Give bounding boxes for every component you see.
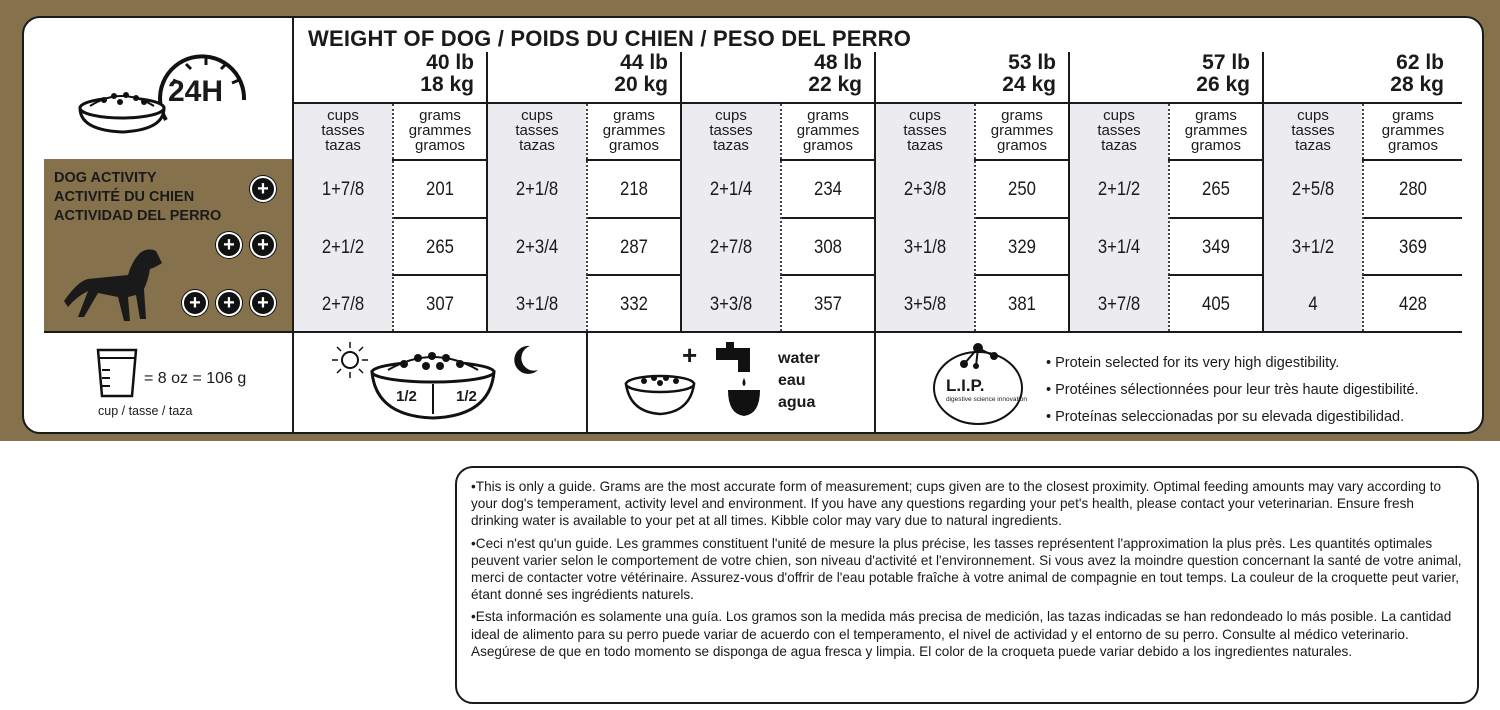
grams-cell: 428 bbox=[1399, 294, 1427, 315]
weight-col-2: 44 lb 20 kg bbox=[614, 51, 668, 96]
weight-col-3: 48 lb 22 kg bbox=[808, 51, 862, 96]
grams-cell: 357 bbox=[814, 294, 842, 315]
food-bowl-icon bbox=[622, 368, 698, 416]
unit-grams: grams grammes gramos bbox=[796, 107, 860, 154]
guide-disclaimer bbox=[455, 466, 1479, 704]
divider bbox=[874, 331, 876, 432]
unit-grams: grams grammes gramos bbox=[1184, 107, 1248, 154]
plus-icon: + bbox=[182, 290, 208, 316]
dog-activity-panel bbox=[44, 159, 292, 331]
grams-cell: 329 bbox=[1008, 237, 1036, 258]
bowl-24h-icon bbox=[74, 48, 254, 138]
water-label: water eau agua bbox=[778, 350, 820, 411]
grams-cell: 287 bbox=[620, 237, 648, 258]
cup-label: cup / tasse / taza bbox=[98, 404, 193, 418]
split-bowl-icon bbox=[368, 348, 498, 420]
lip-tagline: digestive science innovation bbox=[946, 396, 1027, 403]
grams-cell: 265 bbox=[426, 237, 454, 258]
half-right: 1/2 bbox=[456, 388, 477, 405]
plus-icon: + bbox=[216, 290, 242, 316]
grams-cell: 308 bbox=[814, 237, 842, 258]
cups-cell: 2+5/8 bbox=[1291, 179, 1335, 200]
unit-grams: grams grammes gramos bbox=[602, 107, 666, 154]
cups-cell: 3+5/8 bbox=[903, 294, 947, 315]
grams-cell: 307 bbox=[426, 294, 454, 315]
divider bbox=[44, 331, 1462, 333]
cups-cell: 2+1/4 bbox=[709, 179, 753, 200]
grams-cell: 332 bbox=[620, 294, 648, 315]
grams-cell: 201 bbox=[426, 179, 454, 200]
weight-col-6: 62 lb 28 kg bbox=[1390, 51, 1444, 96]
note-fr: •Ceci n'est qu'un guide. Les grammes constituent l'unité de mesure la plus précise, les tasses représentent l'approximation la plus près. Les quantités optimales peuvent varier selon le comportement de votre chien, son niveau d'activité et l'environnement. Si vous avez la moindre question concernant la santé de votre animal, merci de contacter votre vétérinaire. Assurez-vous d'offrir de l'eau potable fraîche à votre animal de compagnie en tout temps. La couleur de la croquette peut varier, étant donné ses ingrédients naturels. bbox=[471, 535, 1462, 603]
grams-cell: 280 bbox=[1399, 179, 1427, 200]
grams-cell: 349 bbox=[1202, 237, 1230, 258]
cups-cell: 3+7/8 bbox=[1097, 294, 1141, 315]
cups-cell: 3+1/8 bbox=[515, 294, 559, 315]
unit-cups: cups tasses tazas bbox=[515, 107, 559, 154]
plus-icon: + bbox=[216, 232, 242, 258]
plus-sign: + bbox=[682, 340, 698, 370]
cups-cell: 1+7/8 bbox=[321, 179, 365, 200]
cups-cell: 2+1/2 bbox=[321, 237, 365, 258]
moon-icon bbox=[512, 344, 540, 376]
half-left: 1/2 bbox=[396, 388, 417, 405]
lip-logo-text: L.I.P. bbox=[946, 376, 985, 395]
unit-cups: cups tasses tazas bbox=[709, 107, 753, 154]
grams-cell: 405 bbox=[1202, 294, 1230, 315]
weight-header-title: WEIGHT OF DOG / POIDS DU CHIEN / PESO DEL PERRO bbox=[308, 26, 912, 51]
note-en: •This is only a guide. Grams are the most accurate form of measurement; cups given are to the closest proximity. Optimal feeding amounts may vary according to your dog's temperament, activity level and environment. If you have any questions regarding your pet's health, please contact your veterinarian. Ensure fresh drinking water is available to your pet at all times. Kibble color may vary due to natural ingredients. bbox=[471, 479, 1442, 529]
grams-cell: 265 bbox=[1202, 179, 1230, 200]
grams-cell: 234 bbox=[814, 179, 842, 200]
water-tap-icon bbox=[712, 340, 770, 420]
cups-cell: 3+1/4 bbox=[1097, 237, 1141, 258]
unit-cups: cups tasses tazas bbox=[321, 107, 365, 154]
unit-cups: cups tasses tazas bbox=[1097, 107, 1141, 154]
plus-icon: + bbox=[250, 176, 276, 202]
cups-cell: 2+1/2 bbox=[1097, 179, 1141, 200]
unit-grams: grams grammes gramos bbox=[408, 107, 472, 154]
activity-label: DOG ACTIVITY ACTIVITÉ DU CHIEN ACTIVIDAD DEL PERRO bbox=[54, 170, 222, 224]
cups-cell: 2+7/8 bbox=[321, 294, 365, 315]
weight-col-5: 57 lb 26 kg bbox=[1196, 51, 1250, 96]
cups-cell: 3+1/2 bbox=[1291, 237, 1335, 258]
note-es: •Esta información es solamente una guía. Los gramos son la medida más precisa de medición, las tazas indicadas se han redondeado lo más posible. La cantidad ideal de alimento para su perro puede variar de acuerdo con el temperamento, el nivel de actividad y el entorno de su perro. Consulte al médico veterinario. Asegúrese de que en todo momento se disponga de agua fresca y limpia. El color de la croqueta puede variar debido a los ingredientes naturales. bbox=[471, 609, 1452, 659]
lip-bullets: • Protein selected for its very high digestibility. • Protéines sélectionnées pour leur très haute digestibilité. • Proteínas seleccionadas por su elevada digestibilidad. bbox=[1046, 355, 1419, 425]
cups-cell: 2+7/8 bbox=[709, 237, 753, 258]
cups-cell: 4 bbox=[1308, 294, 1318, 315]
weight-col-1: 40 lb 18 kg bbox=[420, 51, 474, 96]
weight-col-4: 53 lb 24 kg bbox=[1002, 51, 1056, 96]
grams-cell: 381 bbox=[1008, 294, 1036, 315]
grams-cell: 250 bbox=[1008, 179, 1036, 200]
unit-grams: grams grammes gramos bbox=[990, 107, 1054, 154]
cup-equivalence: = 8 oz = 106 g bbox=[144, 370, 247, 387]
cups-cell: 3+3/8 bbox=[709, 294, 753, 315]
plus-icon: + bbox=[250, 232, 276, 258]
cups-cell: 2+1/8 bbox=[515, 179, 559, 200]
divider bbox=[586, 331, 588, 432]
grams-cell: 369 bbox=[1399, 237, 1427, 258]
badge-24h: 24H bbox=[168, 75, 224, 108]
sun-icon bbox=[330, 340, 370, 380]
unit-grams: grams grammes gramos bbox=[1381, 107, 1445, 154]
cups-cell: 2+3/4 bbox=[515, 237, 559, 258]
plus-icon: + bbox=[250, 290, 276, 316]
cup-icon bbox=[94, 346, 140, 400]
cups-cell: 3+1/8 bbox=[903, 237, 947, 258]
dog-silhouette-icon bbox=[58, 241, 168, 327]
cups-cell: 2+3/8 bbox=[903, 179, 947, 200]
grams-cell: 218 bbox=[620, 179, 648, 200]
unit-cups: cups tasses tazas bbox=[1291, 107, 1335, 154]
feeding-chart-panel bbox=[22, 16, 1484, 434]
unit-cups: cups tasses tazas bbox=[903, 107, 947, 154]
